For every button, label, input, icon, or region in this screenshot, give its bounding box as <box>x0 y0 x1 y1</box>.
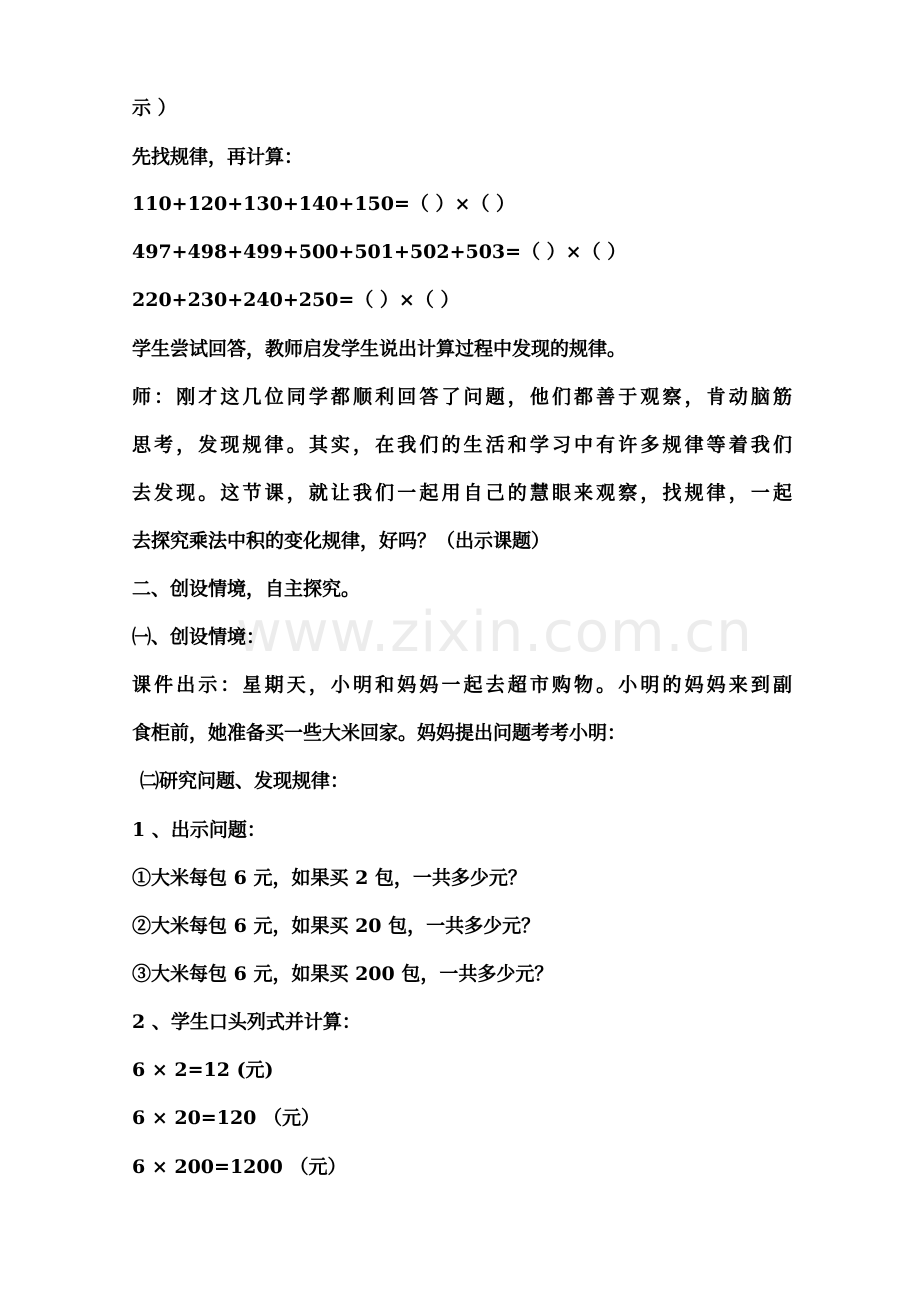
text-line: 先找规律，再计算： <box>132 146 304 168</box>
step-heading: 2 、学生口头列式并计算： <box>132 1011 361 1033</box>
equation-line: 6 × 20=120 （元） <box>132 1107 321 1129</box>
paragraph-line: 课件出示：星期天，小明和妈妈一起去超市购物。小明的妈妈来到副 <box>132 674 792 696</box>
subsection-heading: ㈠、创设情境： <box>132 626 266 648</box>
equation-line: 497+498+499+500+501+502+503=（ ）×（ ） <box>132 241 627 263</box>
text-line: 示 ） <box>132 97 177 119</box>
question-item: ①大米每包 6 元，如果买 2 包，一共多少元？ <box>132 867 527 889</box>
section-heading: 二、创设情境，自主探究。 <box>132 578 361 600</box>
equation-line: 110+120+130+140+150=（ ）×（ ） <box>132 193 516 215</box>
question-item: ③大米每包 6 元，如果买 200 包，一共多少元？ <box>132 963 554 985</box>
paragraph-line: 去探究乘法中积的变化规律，好吗？（出示课题） <box>132 530 551 552</box>
equation-line: 6 × 200=1200 （元） <box>132 1156 347 1178</box>
step-heading: 1 、出示问题： <box>132 819 266 841</box>
paragraph-line: 师：刚才这几位同学都顺利回答了问题，他们都善于观察，肯动脑筋 <box>132 386 792 408</box>
equation-line: 6 × 2=12 (元) <box>132 1059 274 1081</box>
paragraph-line: 食柜前，她准备买一些大米回家。妈妈提出问题考考小明： <box>132 722 627 744</box>
watermark: www.zixin.com.cn <box>236 600 753 665</box>
paragraph-line: 去发现。这节课，就让我们一起用自己的慧眼来观察，找规律，一起 <box>132 482 792 504</box>
question-item: ②大米每包 6 元，如果买 20 包，一共多少元？ <box>132 915 541 937</box>
paragraph-line: 思考，发现规律。其实，在我们的生活和学习中有许多规律等着我们 <box>132 434 792 456</box>
subsection-heading: ㈡研究问题、发现规律： <box>140 770 350 792</box>
equation-line: 220+230+240+250=（ ）×（ ） <box>132 289 460 311</box>
text-line: 学生尝试回答，教师启发学生说出计算过程中发现的规律。 <box>132 338 627 360</box>
